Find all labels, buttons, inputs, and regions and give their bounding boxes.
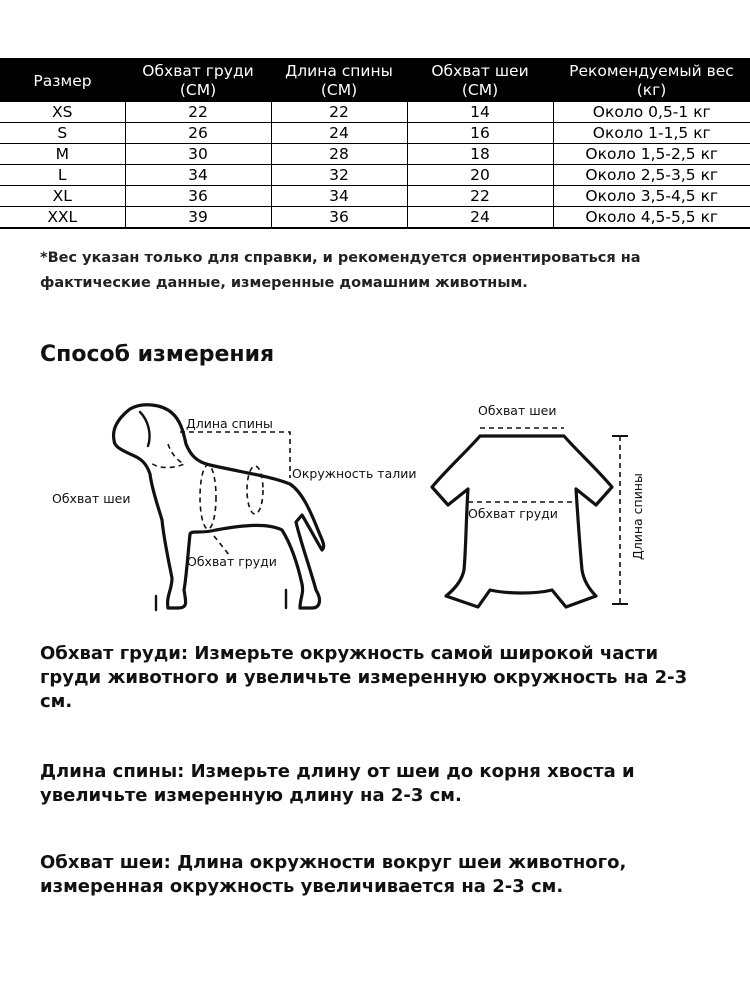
cell-back-length: 24 xyxy=(271,123,407,144)
size-table xyxy=(0,58,750,229)
cell-chest: 22 xyxy=(125,102,271,123)
table-row xyxy=(0,144,750,165)
cell-neck: 14 xyxy=(407,102,553,123)
cell-size: M xyxy=(0,144,125,165)
garment-neck-label: Обхват шеи xyxy=(478,403,557,418)
header-neck: Обхват шеи (СМ) xyxy=(407,58,553,102)
garment-back-length-label: Длина спины xyxy=(630,473,645,560)
cell-chest: 39 xyxy=(125,207,271,229)
dog-illustration xyxy=(114,405,324,610)
cell-neck: 16 xyxy=(407,123,553,144)
cell-chest: 36 xyxy=(125,186,271,207)
instruction-neck: Обхват шеи: Длина окружности вокруг шеи животного, измеренная окружность увеличивается на 2-3 см. xyxy=(40,852,627,897)
table-row xyxy=(0,165,750,186)
table-row xyxy=(0,207,750,229)
dog-back-length-label: Длина спины xyxy=(186,416,273,431)
cell-back-length: 34 xyxy=(271,186,407,207)
table-row xyxy=(0,102,750,123)
cell-size: S xyxy=(0,123,125,144)
garment-illustration xyxy=(432,436,612,607)
cell-chest: 34 xyxy=(125,165,271,186)
instruction-back-length: Длина спины: Измерьте длину от шеи до корня хвоста и увеличьте измеренную длину на 2-3 см. xyxy=(40,761,635,806)
cell-weight: Около 2,5-3,5 кг xyxy=(553,165,750,186)
size-table-header-row xyxy=(0,58,750,102)
cell-size: L xyxy=(0,165,125,186)
table-row xyxy=(0,123,750,144)
cell-weight: Около 4,5-5,5 кг xyxy=(553,207,750,229)
cell-weight: Около 1,5-2,5 кг xyxy=(553,144,750,165)
header-chest: Обхват груди (СМ) xyxy=(125,58,271,102)
cell-back-length: 22 xyxy=(271,102,407,123)
garment-chest-label: Обхват груди xyxy=(468,506,558,521)
cell-weight: Около 3,5-4,5 кг xyxy=(553,186,750,207)
cell-neck: 22 xyxy=(407,186,553,207)
weight-note: *Вес указан только для справки, и рекомендуется ориентироваться на фактические данные, измеренные домашним животным. xyxy=(40,250,641,291)
cell-chest: 26 xyxy=(125,123,271,144)
header-weight: Рекомендуемый вес (кг) xyxy=(553,58,750,102)
cell-weight: Около 1-1,5 кг xyxy=(553,123,750,144)
table-row xyxy=(0,186,750,207)
cell-neck: 20 xyxy=(407,165,553,186)
dog-waist-label: Окружность талии xyxy=(292,466,417,481)
dog-chest-label: Обхват груди xyxy=(187,554,277,569)
cell-size: XS xyxy=(0,102,125,123)
header-back-length: Длина спины (СМ) xyxy=(271,58,407,102)
cell-back-length: 28 xyxy=(271,144,407,165)
cell-size: XXL xyxy=(0,207,125,229)
measurement-diagram xyxy=(0,392,750,622)
dog-neck-label: Обхват шеи xyxy=(52,491,131,506)
method-heading: Способ измерения xyxy=(40,342,275,367)
cell-back-length: 36 xyxy=(271,207,407,229)
cell-back-length: 32 xyxy=(271,165,407,186)
cell-size: XL xyxy=(0,186,125,207)
header-size: Размер xyxy=(0,58,125,102)
cell-neck: 18 xyxy=(407,144,553,165)
instruction-chest: Обхват груди: Измерьте окружность самой широкой части груди животного и увеличьте измеренную окружность на 2-3 см. xyxy=(40,643,688,712)
cell-weight: Около 0,5-1 кг xyxy=(553,102,750,123)
cell-neck: 24 xyxy=(407,207,553,229)
cell-chest: 30 xyxy=(125,144,271,165)
dog-measure-lines xyxy=(150,432,290,556)
